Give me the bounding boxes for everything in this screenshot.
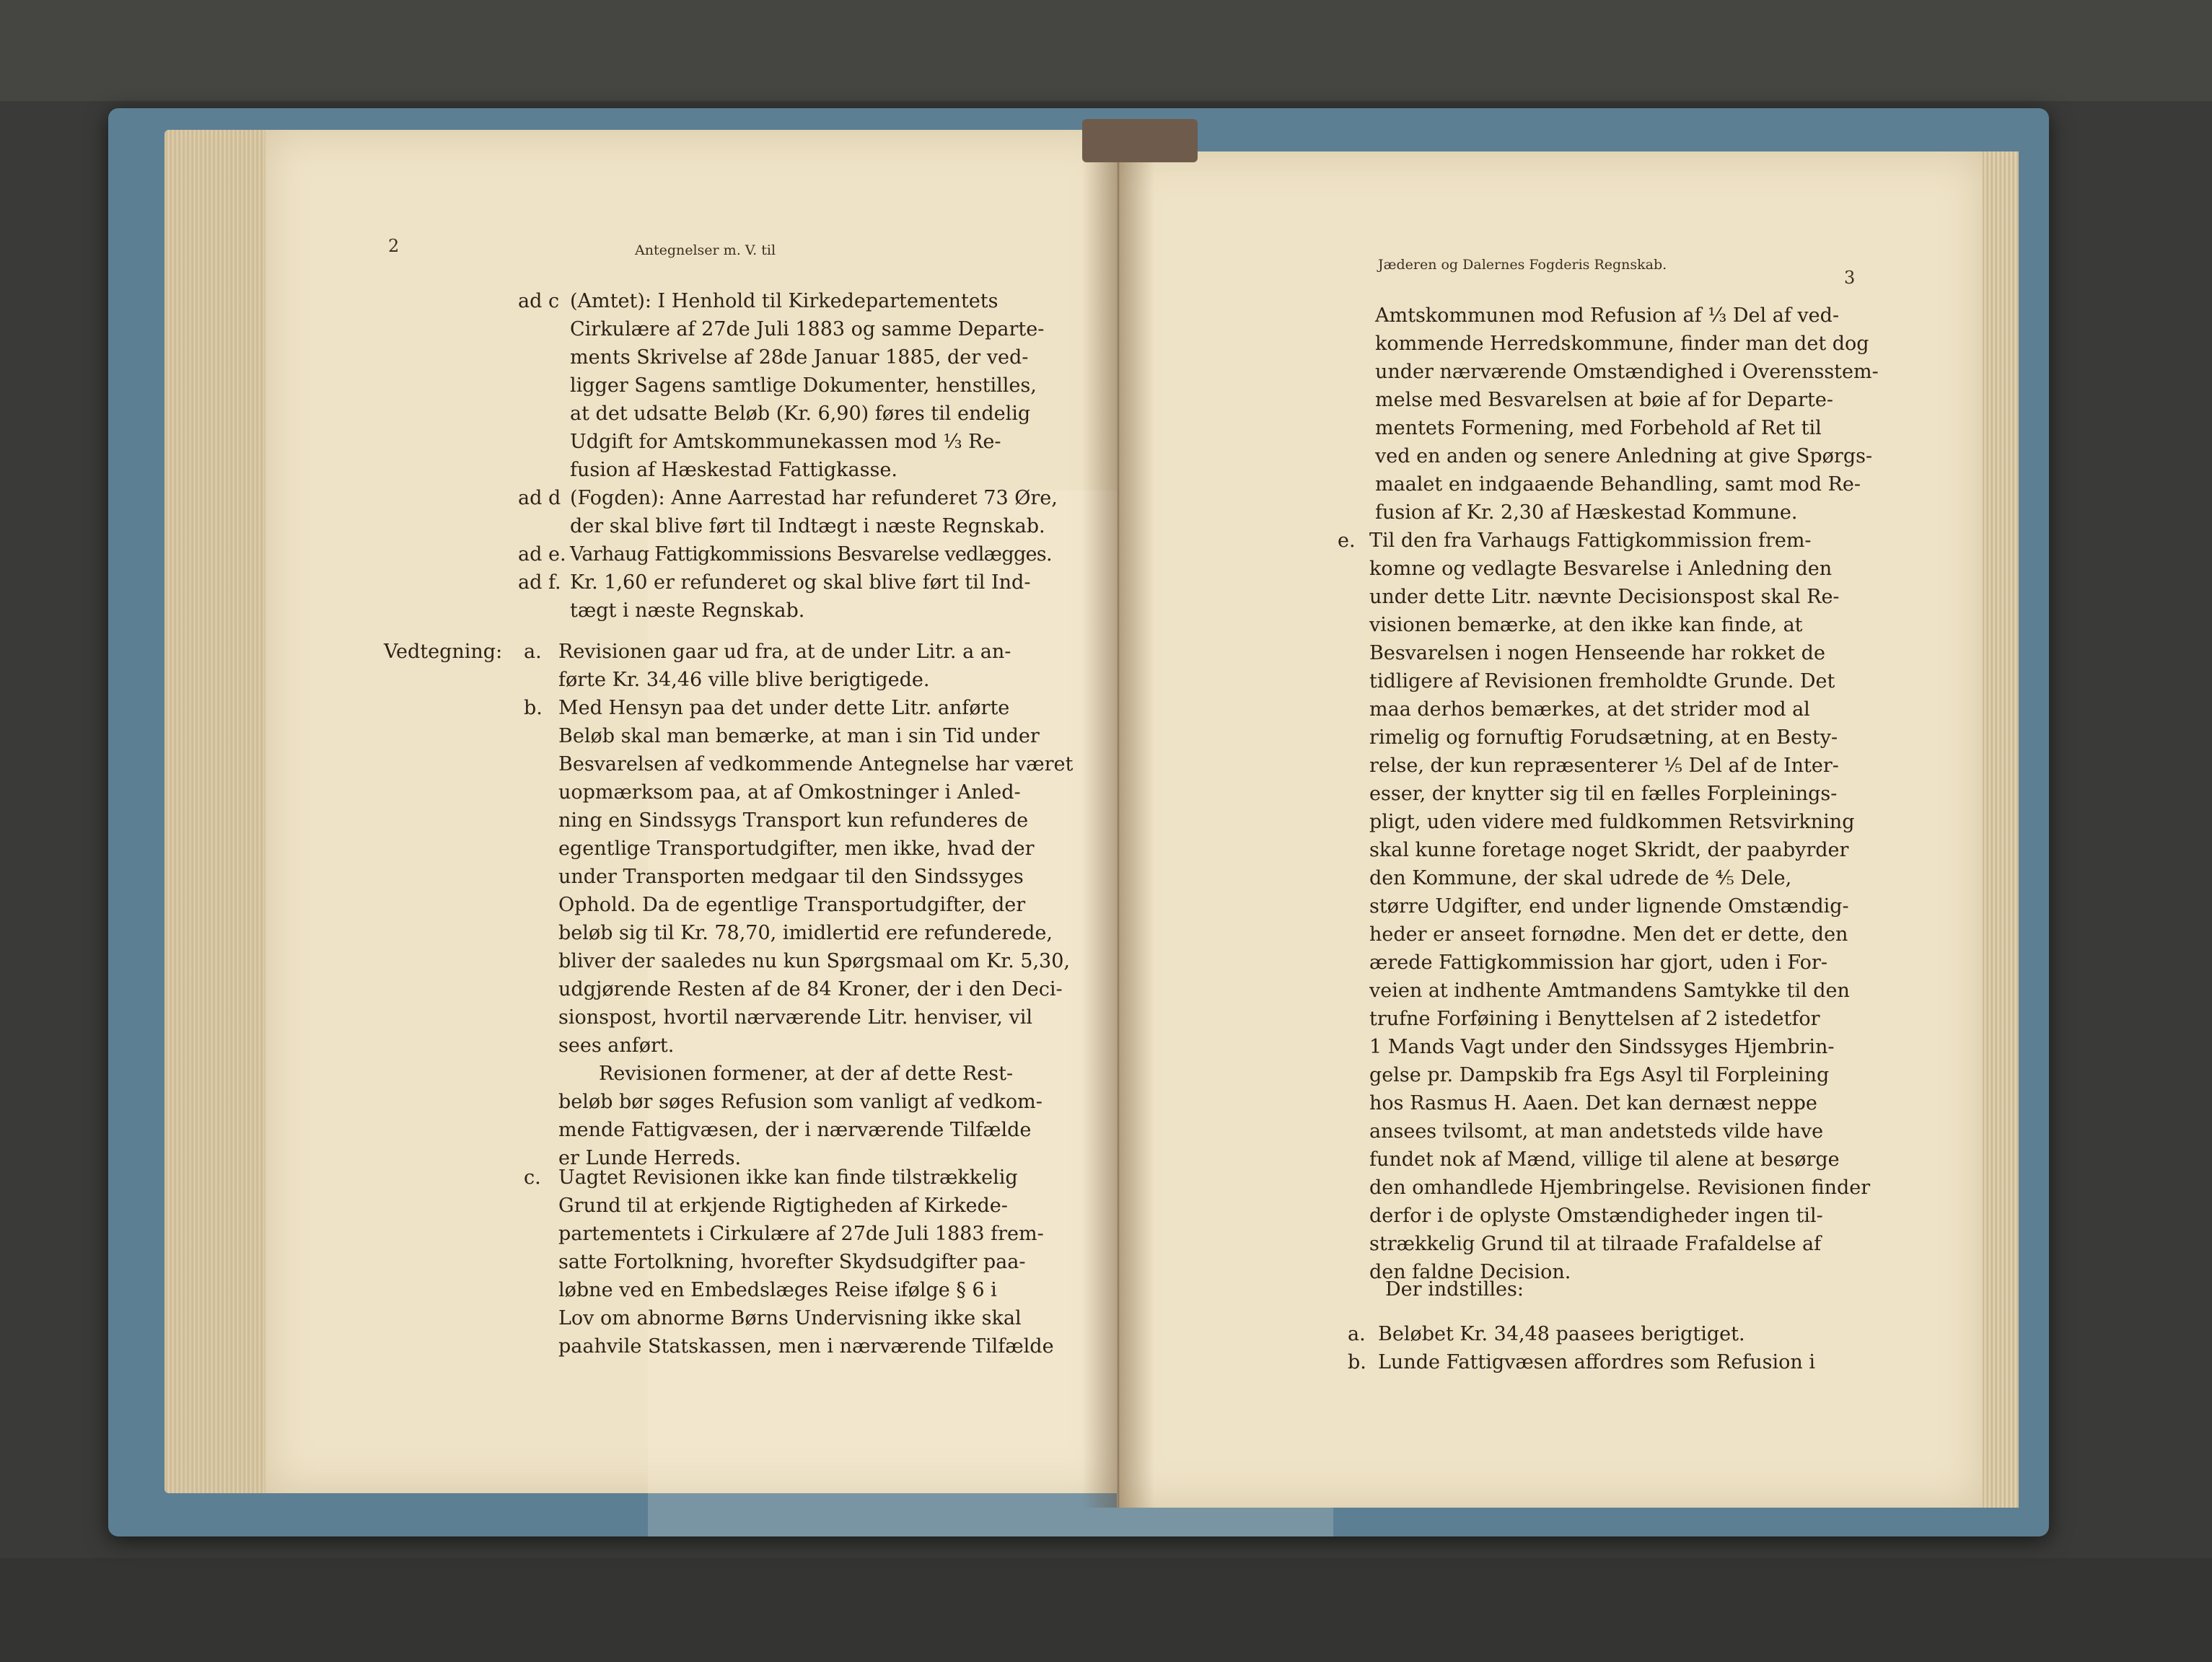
text-line: mende Fattigvæsen, der i nærværende Tilfælde bbox=[558, 1119, 1032, 1141]
text-line: satte Fortolkning, hvorefter Skydsudgifter paa- bbox=[558, 1251, 1026, 1273]
text-line: under nærværende Omstændighed i Overensstem- bbox=[1375, 361, 1879, 383]
ad-c-label: ad c bbox=[518, 290, 560, 312]
ad-d-label: ad d bbox=[518, 487, 561, 509]
text-line: Grund til at erkjende Rigtigheden af Kirkede- bbox=[558, 1195, 1008, 1217]
item-b-paragraph bbox=[558, 694, 1073, 1060]
text-line: Ophold. Da de egentlige Transportudgifter, der bbox=[558, 894, 1026, 916]
text-line: førte Kr. 34,46 ville blive berigtigede. bbox=[558, 669, 930, 691]
item-c-label: c. bbox=[524, 1166, 541, 1189]
text-line: Udgift for Amtskommunekassen mod ⅓ Re- bbox=[570, 431, 1001, 453]
spine-tear bbox=[1082, 119, 1198, 162]
text-line: relse, der kun repræsenterer ⅕ Del af de Inter- bbox=[1369, 755, 1839, 777]
text-line: Amtskommunen mod Refusion af ⅓ Del af ved- bbox=[1375, 304, 1840, 327]
item-a-label: a. bbox=[524, 641, 542, 663]
text-line: at det udsatte Beløb (Kr. 6,90) føres til endelig bbox=[570, 403, 1031, 425]
text-line: under dette Litr. nævnte Decisionspost skal Re- bbox=[1369, 586, 1840, 608]
text-line: pligt, uden videre med fuldkommen Retsvirkning bbox=[1369, 811, 1855, 833]
text-line: Cirkulære af 27de Juli 1883 og samme Departe- bbox=[570, 318, 1045, 340]
final-b-text: Lunde Fattigvæsen affordres som Refusion i bbox=[1378, 1351, 1815, 1373]
right-running-header: Jæderen og Dalernes Fogderis Regnskab. bbox=[1378, 257, 1667, 273]
text-line: (Fogden): Anne Aarrestad har refunderet 73 Øre, bbox=[570, 487, 1058, 509]
text-line: hos Rasmus H. Aaen. Det kan dernæst neppe bbox=[1369, 1092, 1817, 1114]
ad-e-paragraph bbox=[570, 540, 1052, 568]
text-line: fusion af Kr. 2,30 af Hæskestad Kommune. bbox=[1375, 501, 1798, 524]
text-line: Revisionen formener, at der af dette Rest- bbox=[599, 1063, 1014, 1085]
text-line: ments Skrivelse af 28de Januar 1885, der ved- bbox=[570, 346, 1029, 369]
text-line: Med Hensyn paa det under dette Litr. anførte bbox=[558, 697, 1010, 719]
text-line: paahvile Statskassen, men i nærværende Tilfælde bbox=[558, 1335, 1054, 1358]
text-line: løbne ved en Embedslæges Reise ifølge § 6 i bbox=[558, 1279, 997, 1301]
final-b-label: b. bbox=[1348, 1351, 1366, 1373]
ad-c-paragraph bbox=[570, 287, 1044, 484]
text-line: 1 Mands Vagt under den Sindssyges Hjembrin- bbox=[1369, 1036, 1835, 1058]
text-line: melse med Besvarelsen at bøie af for Departe- bbox=[1375, 389, 1833, 411]
text-line: større Udgifter, end under lignende Omstændig- bbox=[1369, 895, 1849, 918]
text-line: komne og vedlagte Besvarelse i Anledning den bbox=[1369, 558, 1833, 580]
text-line: ved en anden og senere Anledning at give Spørgs- bbox=[1375, 445, 1873, 467]
text-line: er Lunde Herreds. bbox=[558, 1147, 742, 1169]
text-line: Beløb skal man bemærke, at man i sin Tid under bbox=[558, 725, 1040, 747]
der-indstilles: Der indstilles: bbox=[1385, 1278, 1524, 1301]
item-b-label: b. bbox=[524, 697, 543, 719]
left-page-edges bbox=[164, 130, 273, 1493]
text-line: maa derhos bemærkes, at det strider mod al bbox=[1369, 698, 1810, 721]
text-line: bliver der saaledes nu kun Spørgsmaal om Kr. 5,30, bbox=[558, 950, 1070, 972]
right-intro-paragraph bbox=[1375, 302, 1879, 527]
text-line: udgjørende Resten af de 84 Kroner, der i den Deci- bbox=[558, 978, 1063, 1001]
text-line: ærede Fattigkommission har gjort, uden i For- bbox=[1369, 951, 1827, 974]
final-a-text: Beløbet Kr. 34,48 paasees berigtiget. bbox=[1378, 1323, 1745, 1345]
text-line: tidligere af Revisionen fremholdte Grunde. Det bbox=[1369, 670, 1835, 692]
ad-f-paragraph bbox=[570, 568, 1030, 625]
text-line: trufne Forføining i Benyttelsen af 2 istedetfor bbox=[1369, 1008, 1820, 1030]
book-gutter bbox=[1082, 130, 1154, 1508]
text-line: den Kommune, der skal udrede de ⅘ Dele, bbox=[1369, 867, 1792, 889]
text-line: beløb sig til Kr. 78,70, imidlertid ere refunderede, bbox=[558, 922, 1053, 944]
text-line: tægt i næste Regnskab. bbox=[570, 599, 805, 622]
backdrop bbox=[0, 0, 2212, 101]
left-page-number: 2 bbox=[388, 236, 400, 256]
text-line: Revisionen gaar ud fra, at de under Litr. a an- bbox=[558, 641, 1011, 663]
text-line: Kr. 1,60 er refunderet og skal blive ført til Ind- bbox=[570, 571, 1031, 594]
text-line: skal kunne foretage noget Skridt, der paabyrder bbox=[1369, 839, 1849, 861]
right-page-number: 3 bbox=[1844, 268, 1856, 288]
item-e-label: e. bbox=[1338, 529, 1356, 552]
text-line: rimelig og fornuftig Forudsætning, at en Besty- bbox=[1369, 726, 1838, 749]
text-line: den faldne Decision. bbox=[1369, 1261, 1571, 1283]
text-line: sees anført. bbox=[558, 1034, 675, 1057]
item-b-continuation bbox=[558, 1060, 1043, 1172]
table-surface bbox=[0, 1558, 2212, 1662]
text-line: Besvarelsen af vedkommende Antegnelse har været bbox=[558, 753, 1074, 775]
text-line: under Transporten medgaar til den Sindssyges bbox=[558, 866, 1024, 888]
text-line: (Amtet): I Henhold til Kirkedepartementets bbox=[570, 290, 999, 312]
text-line: ligger Sagens samtlige Dokumenter, henstilles, bbox=[570, 374, 1037, 397]
text-line: Varhaug Fattigkommissions Besvarelse vedlægges. bbox=[570, 543, 1052, 566]
text-line: strækkelig Grund til at tilraade Frafaldelse af bbox=[1369, 1233, 1822, 1255]
text-line: fusion af Hæskestad Fattigkasse. bbox=[570, 459, 897, 481]
text-line: gelse pr. Dampskib fra Egs Asyl til Forpleining bbox=[1369, 1064, 1830, 1086]
text-line: veien at indhente Amtmandens Samtykke til den bbox=[1369, 980, 1850, 1002]
text-line: Uagtet Revisionen ikke kan finde tilstrækkelig bbox=[558, 1166, 1018, 1189]
text-line: partementets i Cirkulære af 27de Juli 1883 frem- bbox=[558, 1223, 1044, 1245]
text-line: heder er anseet fornødne. Men det er dette, den bbox=[1369, 923, 1848, 946]
text-line: den omhandlede Hjembringelse. Revisionen finder bbox=[1369, 1177, 1871, 1199]
vedtegning-label: Vedtegning: bbox=[384, 641, 503, 663]
text-line: mentets Formening, med Forbehold af Ret til bbox=[1375, 417, 1822, 439]
text-line: Besvarelsen i nogen Henseende har rokket de bbox=[1369, 642, 1825, 664]
text-line: beløb bør søges Refusion som vanligt af vedkom- bbox=[558, 1091, 1043, 1113]
text-line: esser, der knytter sig til en fælles Forpleinings- bbox=[1369, 783, 1838, 805]
left-running-header: Antegnelser m. V. til bbox=[635, 242, 776, 258]
text-line: maalet en indgaaende Behandling, samt mod Re- bbox=[1375, 473, 1861, 496]
final-a-label: a. bbox=[1348, 1323, 1366, 1345]
item-a-paragraph bbox=[558, 638, 1011, 694]
text-line: ning en Sindssygs Transport kun refunderes de bbox=[558, 809, 1029, 832]
text-line: egentlige Transportudgifter, men ikke, hvad der bbox=[558, 837, 1035, 860]
text-line: visionen bemærke, at den ikke kan finde, at bbox=[1369, 614, 1803, 636]
text-line: Lov om abnorme Børns Undervisning ikke skal bbox=[558, 1307, 1022, 1329]
item-c-paragraph bbox=[558, 1164, 1054, 1360]
text-line: derfor i de oplyste Omstændigheder ingen til- bbox=[1369, 1205, 1823, 1227]
text-line: Til den fra Varhaugs Fattigkommission frem- bbox=[1369, 529, 1812, 552]
text-line: uopmærksom paa, at af Omkostninger i Anled- bbox=[558, 781, 1021, 804]
ad-d-paragraph bbox=[570, 484, 1058, 540]
text-line: ansees tvilsomt, at man andetsteds vilde have bbox=[1369, 1120, 1824, 1143]
ad-e-label: ad e. bbox=[518, 543, 566, 566]
item-e-paragraph bbox=[1369, 527, 1870, 1286]
ad-f-label: ad f. bbox=[518, 571, 561, 594]
text-line: der skal blive ført til Indtægt i næste Regnskab. bbox=[570, 515, 1045, 537]
text-line: sionspost, hvortil nærværende Litr. henviser, vil bbox=[558, 1006, 1032, 1029]
text-line: kommende Herredskommune, finder man det dog bbox=[1375, 333, 1869, 355]
text-line: fundet nok af Mænd, villige til alene at besørge bbox=[1369, 1148, 1840, 1171]
